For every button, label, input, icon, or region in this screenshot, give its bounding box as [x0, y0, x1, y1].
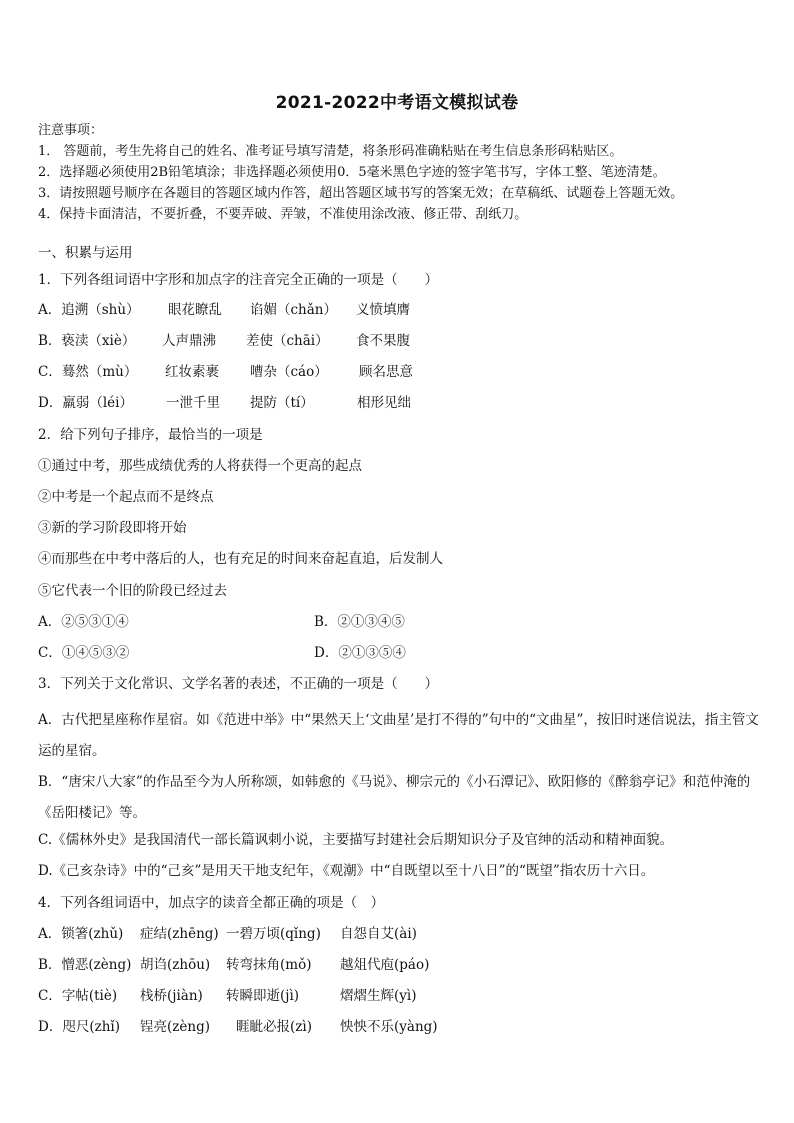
notice-item: 2．选择题必须使用2B铅笔填涂；非选择题必须使用0．5毫米黑色字迹的签字笔书写，字体工整、笔迹清楚。: [38, 165, 666, 180]
sentence-item: ④而那些在中考中落后的人，也有充足的时间来奋起直追，后发制人: [38, 551, 443, 567]
option-part: 义愤填膺: [356, 302, 410, 318]
notice-heading: 注意事项：: [38, 123, 104, 138]
question-3-option-b: B．“唐宋八大家”的作品至今为人所称颂，如韩愈的《马说》、柳宗元的《小石潭记》、欧阳修的《醉翁亭记》和范仲淹的《岳阳楼记》等。: [38, 774, 751, 821]
option-a: A．②⑤③①④: [38, 614, 129, 630]
question-3-stem: 3．下列关于文化常识、文学名著的表述，不正确的一项是（ ）: [38, 676, 439, 692]
question-3-option-a: A．古代把星座称作星宿。如《范进中举》中“果然天上‘文曲星’是打不得的”句中的“文曲星”，按旧时迷信说法，指主管文运的星宿。: [38, 712, 759, 759]
option-part: 红妆素裹: [165, 364, 219, 380]
question-3-option-c: C.《儒林外史》是我国清代一部长篇讽刺小说，主要描写封建社会后期知识分子及官绅的活动和精神面貌。: [38, 832, 674, 848]
option-c: C．①④⑤③②: [38, 645, 130, 661]
option-part: 胡诌(zhōu): [140, 957, 211, 973]
option-b: B．②①③④⑤: [314, 614, 405, 630]
option-part: 锃亮(zèng): [140, 1019, 210, 1035]
question-2-options-row2: [38, 643, 406, 663]
option-part: C．蓦然（mù）: [38, 364, 138, 380]
option-part: 睚眦必报(zì): [236, 1019, 312, 1035]
question-4-stem: 4．下列各组词语中，加点字的读音全都正确的项是（ ）: [38, 895, 385, 911]
option-part: 相形见绌: [357, 395, 411, 411]
question-3-option-d: D.《己亥杂诗》中的“己亥”是用天干地支纪年，《观潮》中“自既望以至十八日”的“既望”指农历十六日。: [38, 863, 655, 879]
question-1-stem: 1．下列各组词语中字形和加点字的注音完全正确的一项是（ ）: [38, 272, 439, 288]
option-part: C．字帖(tiè): [38, 988, 118, 1004]
option-part: 人声鼎沸: [162, 333, 216, 349]
option-part: 症结(zhēng): [140, 926, 219, 942]
option-part: A．锁箸(zhǔ): [38, 926, 124, 942]
page-title: 2021-2022中考语文模拟试卷: [275, 93, 519, 113]
option-part: 差使（chāi）: [246, 333, 329, 349]
option-part: 熠熠生辉(yì): [340, 988, 417, 1004]
sentence-item: ⑤它代表一个旧的阶段已经过去: [38, 583, 227, 599]
question-1-option-b: [38, 331, 410, 351]
sentence-item: ③新的学习阶段即将开始: [38, 520, 187, 536]
question-4-option-c: [38, 986, 416, 1006]
option-part: 嘈杂（cáo）: [250, 364, 328, 380]
option-part: B．亵渎（xiè）: [38, 333, 136, 349]
option-part: 转瞬即逝(jì): [226, 988, 300, 1004]
sentence-item: ②中考是一个起点而不是终点: [38, 489, 214, 505]
option-part: 栈桥(jiàn): [140, 988, 203, 1004]
option-part: 顾名思意: [359, 364, 413, 380]
question-4-option-b: [38, 955, 429, 975]
option-part: 自怨自艾(ài): [340, 926, 417, 942]
option-part: 转弯抹角(mǒ): [226, 957, 312, 973]
question-4-option-d: [38, 1017, 438, 1037]
option-part: 眼花瞭乱: [168, 302, 222, 318]
option-d: D．②①③⑤④: [314, 645, 406, 661]
option-part: B．憎恶(zèng): [38, 957, 132, 973]
option-part: A．追溯（shù）: [38, 302, 140, 318]
notice-item: 3．请按照题号顺序在各题目的答题区域内作答，超出答题区域书写的答案无效；在草稿纸、试题卷上答题无效。: [38, 186, 684, 201]
question-1-option-a: [38, 300, 410, 320]
option-part: 谄媚（chǎn）: [250, 302, 337, 318]
option-part: 越俎代庖(páo): [340, 957, 430, 973]
section-heading: 一、积累与运用: [38, 245, 133, 261]
notice-block: [38, 120, 768, 225]
question-1-option-d: [38, 393, 411, 413]
question-2-options-row1: [38, 612, 405, 632]
option-part: 食不果腹: [356, 333, 410, 349]
option-part: 怏怏不乐(yàng): [340, 1019, 438, 1035]
option-part: D．羸弱（léi）: [38, 395, 133, 411]
option-part: 一碧万顷(qǐng): [226, 926, 321, 942]
question-4-option-a: [38, 924, 417, 944]
option-part: D．咫尺(zhǐ): [38, 1019, 120, 1035]
notice-item: 4．保持卡面清洁，不要折叠，不要弄破、弄皱，不准使用涂改液、修正带、刮纸刀。: [38, 207, 528, 222]
question-2-stem: 2．给下列句子排序，最恰当的一项是: [38, 427, 263, 443]
option-part: 一泄千里: [166, 395, 220, 411]
question-1-option-c: [38, 362, 413, 382]
sentence-item: ①通过中考，那些成绩优秀的人将获得一个更高的起点: [38, 458, 362, 474]
option-part: 提防（tí）: [250, 395, 314, 411]
notice-item: 1． 答题前，考生先将自己的姓名、准考证号填写清楚，将条形码准确粘贴在考生信息条形码粘贴区。: [38, 144, 623, 159]
